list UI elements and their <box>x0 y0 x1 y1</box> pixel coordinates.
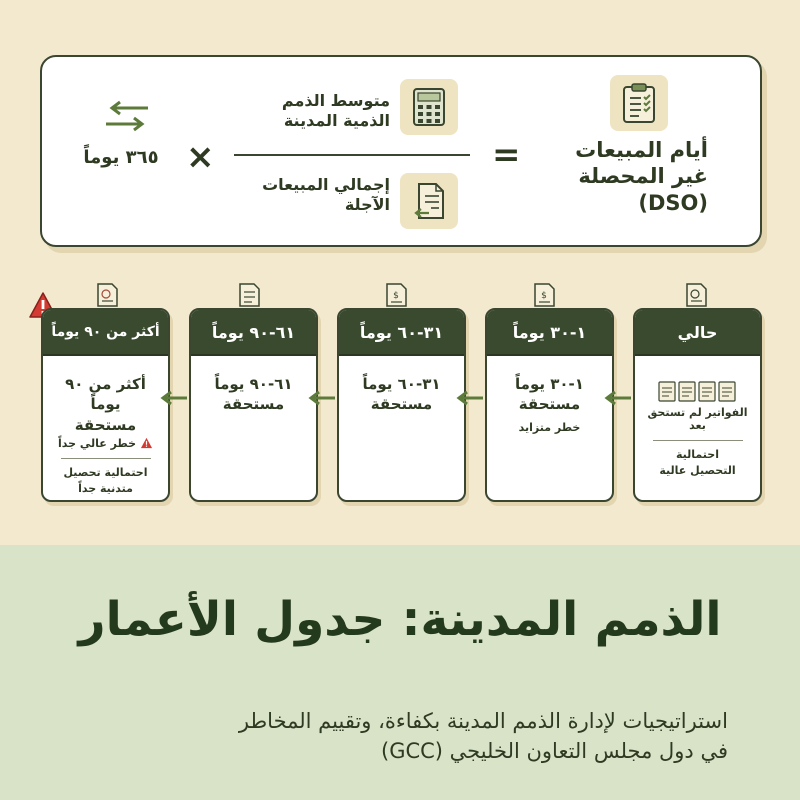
aging-sub-text: احتمالية التحصيل عالية <box>659 448 736 477</box>
aging-main-text: ١-٣٠ يوماً مستحقة <box>515 375 584 414</box>
aging-main-text: ٣١-٦٠ يوماً مستحقة <box>362 375 441 414</box>
page-subtitle: استراتيجيات لإدارة الذمم المدينة بكفاءة، وتقييم المخاطر في دول مجلس التعاون الخليجي (GCC) <box>238 709 728 764</box>
calculator-icon <box>400 79 458 135</box>
dso-result-label: أيام المبيعات غير المحصلة (DSO) <box>575 138 708 215</box>
aging-card-current <box>633 308 762 502</box>
document-icon <box>236 283 262 307</box>
aging-main-text: الفواتير لم تستحق بعد <box>647 406 748 432</box>
aging-header: ٦١-٩٠ يوماً <box>191 310 316 356</box>
formula-denominator: إجمالي المبيعات الآجلة <box>262 175 390 214</box>
flow-arrow <box>307 390 337 406</box>
aging-sub-text: احتمالية تحصيل متدنية جداً <box>63 465 148 495</box>
aging-main-text: أكثر من ٩٠ يوماً مستحقة <box>65 375 146 434</box>
svg-text:$: $ <box>541 291 547 301</box>
risk-text: خطر متزايد <box>518 420 581 434</box>
aging-card-61-90 <box>189 308 318 502</box>
document-return-icon <box>400 173 458 229</box>
formula-numerator: متوسط الذمم الذمية المدينة <box>281 91 390 130</box>
days-constant: ٣٦٥ يوماً <box>83 147 159 168</box>
flow-arrow <box>603 390 633 406</box>
aging-header: ٣١-٦٠ يوماً <box>339 310 464 356</box>
svg-text:$: $ <box>393 291 399 301</box>
aging-card-31-60 <box>337 308 466 502</box>
fraction-bar <box>234 154 470 156</box>
aging-card-over-90 <box>41 308 170 502</box>
aging-main-text: ٦١-٩٠ يوماً مستحقة <box>214 375 293 414</box>
aging-header: أكثر من ٩٠ يوماً <box>43 310 168 356</box>
aging-header: ١-٣٠ يوماً <box>487 310 612 356</box>
document-icon <box>683 283 709 307</box>
equals-sign: = <box>492 135 521 175</box>
aging-card-1-30 <box>485 308 614 502</box>
divider <box>653 440 743 441</box>
multiply-sign: × <box>186 137 215 177</box>
document-icon <box>383 283 409 307</box>
invoices-icon <box>657 380 739 402</box>
flow-arrow <box>455 390 485 406</box>
document-icon <box>531 283 557 307</box>
page-title: الذمم المدينة: جدول الأعمار <box>78 592 722 647</box>
clipboard-icon <box>610 75 668 131</box>
risk-row <box>49 437 162 450</box>
risk-text: خطر عالي جداً <box>57 436 137 450</box>
aging-header: حالي <box>635 310 760 356</box>
dso-formula-card <box>40 55 762 247</box>
flow-arrow <box>159 390 189 406</box>
warning-icon <box>140 437 153 449</box>
swap-arrows-icon <box>104 99 150 137</box>
document-icon <box>94 283 120 307</box>
divider <box>61 458 151 459</box>
